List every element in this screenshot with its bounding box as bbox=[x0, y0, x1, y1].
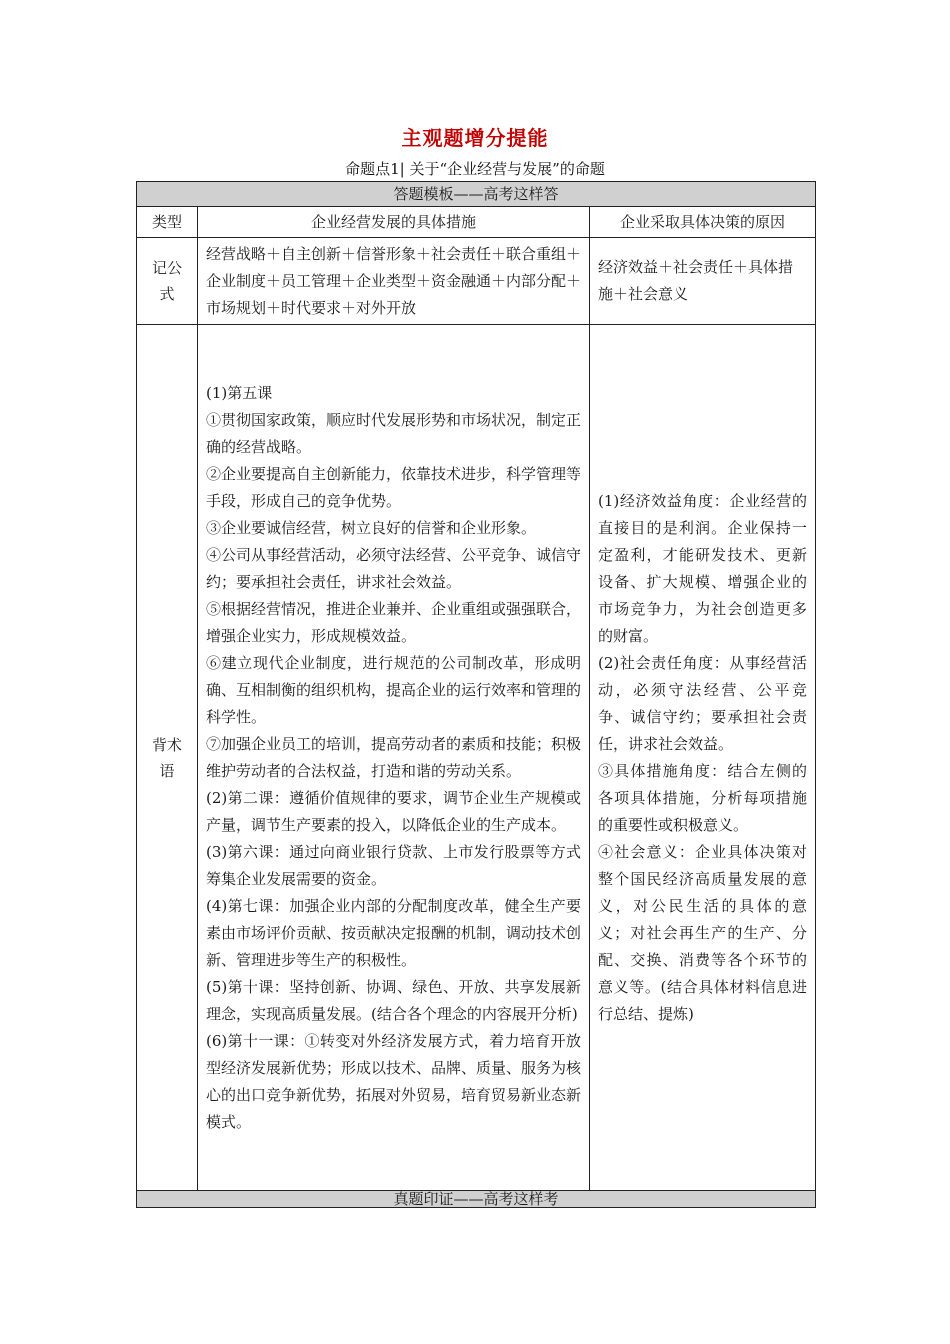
measure-item: (1)第五课 bbox=[206, 383, 273, 402]
formula-reasons: 经济效益＋社会责任＋具体措施＋社会意义 bbox=[590, 238, 816, 325]
header-measures: 企业经营发展的具体措施 bbox=[198, 207, 590, 238]
type-formula: 记公式 bbox=[137, 238, 198, 325]
measure-item: ④公司从事经营活动，必须守法经营、公平竞争、诚信守约；要承担社会责任，讲求社会效益。 bbox=[206, 545, 582, 591]
measure-item: ⑦加强企业员工的培训，提高劳动者的素质和技能；积极维护劳动者的合法权益，打造和谐的劳动关系。 bbox=[206, 734, 582, 780]
measure-item: ①贯彻国家政策，顺应时代发展形势和市场状况，制定正确的经营战略。 bbox=[206, 410, 582, 456]
measure-item: (5)第十课：坚持创新、协调、绿色、开放、共享发展新理念，实现高质量发展。(结合各个理念的内容展开分析) bbox=[206, 977, 581, 1023]
terms-measures bbox=[198, 325, 590, 1191]
reason-item: ④社会意义：企业具体决策对整个国民经济高质量发展的意义，对公民生活的具体的意义；对社会再生产的生产、分配、交换、消费等各个环节的意义等。(结合具体材料信息进行总结、提炼) bbox=[598, 842, 808, 1023]
formula-measures: 经营战略＋自主创新＋信誉形象＋社会责任＋联合重组＋企业制度＋员工管理＋企业类型＋资金融通＋内部分配＋市场规划＋时代要求＋对外开放 bbox=[198, 238, 590, 325]
header-type: 类型 bbox=[137, 207, 198, 238]
reason-item: (1)经济效益角度：企业经营的直接目的是利润。企业保持一定盈利，才能研发技术、更新设备、扩大规模、增强企业的市场竞争力，为社会创造更多的财富。 bbox=[598, 491, 808, 645]
measure-item: (4)第七课：加强企业内部的分配制度改革，健全生产要素由市场评价贡献、按贡献决定报酬的机制，调动技术创新、管理进步等生产的积极性。 bbox=[206, 896, 582, 969]
terms-reasons bbox=[590, 325, 816, 1191]
measure-item: ⑤根据经营情况，推进企业兼并、企业重组或强强联合，增强企业实力，形成规模效益。 bbox=[206, 599, 582, 645]
answer-template-table bbox=[136, 181, 816, 1208]
type-terms: 背术语 bbox=[137, 325, 198, 1191]
header-reasons: 企业采取具体决策的原因 bbox=[590, 207, 816, 238]
measure-item: (2)第二课：遵循价值规律的要求，调节企业生产规模或产量，调节生产要素的投入，以降低企业的生产成本。 bbox=[206, 788, 581, 834]
answer-template-band: 答题模板——高考这样答 bbox=[137, 182, 816, 207]
measure-item: ②企业要提高自主创新能力，依靠技术进步，科学管理等手段，形成自己的竞争优势。 bbox=[206, 464, 582, 510]
exam-proof-band: 真题印证——高考这样考 bbox=[137, 1191, 816, 1208]
page-title: 主观题增分提能 bbox=[401, 126, 549, 150]
measure-item: ⑥建立现代企业制度，进行规范的公司制改革，形成明确、互相制衡的组织机构，提高企业的运行效率和管理的科学性。 bbox=[206, 653, 582, 726]
measure-item: ③企业要诚信经营，树立良好的信誉和企业形象。 bbox=[206, 518, 537, 537]
reason-item: ③具体措施角度：结合左侧的各项具体措施，分析每项措施的重要性或积极意义。 bbox=[598, 761, 808, 834]
measure-item: (6)第十一课：①转变对外经济发展方式，着力培育开放型经济发展新优势；形成以技术、品牌、质量、服务为核心的出口竞争新优势，拓展对外贸易，培育贸易新业态新模式。 bbox=[206, 1031, 582, 1131]
topic-subtitle: 命题点1| 关于“企业经营与发展”的命题 bbox=[345, 160, 605, 178]
measure-item: (3)第六课：通过向商业银行贷款、上市发行股票等方式筹集企业发展需要的资金。 bbox=[206, 842, 581, 888]
reason-item: (2)社会责任角度：从事经营活动，必须守法经营、公平竞争、诚信守约；要承担社会责任，讲求社会效益。 bbox=[598, 653, 808, 753]
